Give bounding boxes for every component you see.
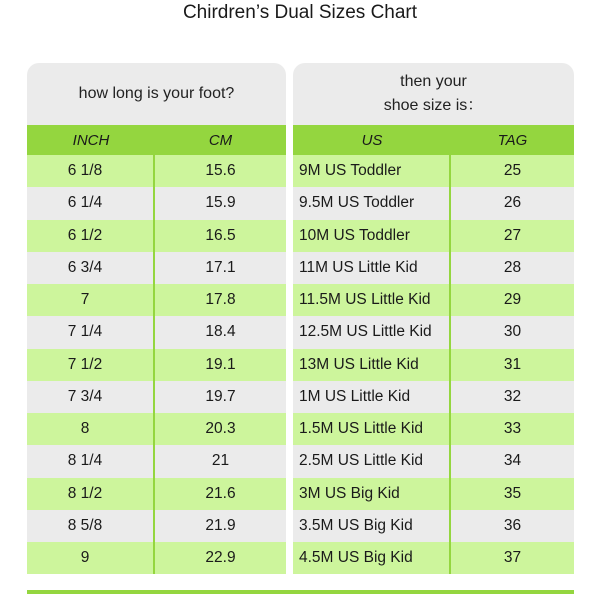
us-size-cell: 1.5M US Little Kid [293, 413, 451, 445]
table-row [293, 316, 574, 348]
table-row [293, 220, 574, 252]
shoe-size-table [293, 63, 574, 574]
tag-cell: 35 [503, 484, 522, 502]
inch-header: INCH [72, 131, 110, 149]
tag-cell: 25 [503, 162, 522, 180]
table-row [27, 381, 286, 413]
inch-cell: 8 1/2 [27, 478, 155, 510]
us-size-cell: 2.5M US Little Kid [293, 445, 451, 477]
tag-cell: 32 [503, 387, 522, 405]
us-size-cell: 10M US Toddler [293, 220, 451, 252]
table-row [27, 542, 286, 574]
tag-cell: 33 [503, 420, 522, 438]
foot-length-column-headers [27, 125, 286, 155]
inch-cell: 7 1/4 [27, 316, 155, 348]
table-row [27, 478, 286, 510]
tag-cell: 31 [503, 355, 522, 373]
cm-cell: 15.6 [205, 162, 236, 180]
table-row [293, 413, 574, 445]
us-size-cell: 3.5M US Big Kid [293, 510, 451, 542]
foot-length-rows [27, 155, 286, 574]
us-size-cell: 9M US Toddler [293, 155, 451, 187]
cm-cell: 20.3 [205, 420, 236, 438]
table-row [293, 155, 574, 187]
us-size-cell: 1M US Little Kid [293, 381, 451, 413]
us-size-cell: 11M US Little Kid [293, 252, 451, 284]
cm-cell: 15.9 [205, 194, 236, 212]
table-row [293, 381, 574, 413]
inch-cell: 7 [27, 284, 155, 316]
inch-cell: 8 [27, 413, 155, 445]
cm-cell: 19.7 [205, 387, 236, 405]
table-row [27, 316, 286, 348]
cm-cell: 17.8 [205, 291, 236, 309]
table-row [293, 542, 574, 574]
table-row [27, 284, 286, 316]
cm-cell: 18.4 [205, 323, 236, 341]
shoe-size-column-headers [293, 125, 574, 155]
cm-cell: 16.5 [205, 226, 236, 244]
inch-cell: 8 5/8 [27, 510, 155, 542]
shoe-size-rows [293, 155, 574, 574]
foot-length-table [27, 63, 286, 574]
foot-length-question: how long is your foot? [78, 85, 235, 102]
cm-cell: 19.1 [205, 355, 236, 373]
us-size-cell: 4.5M US Big Kid [293, 542, 451, 574]
shoe-size-question [293, 63, 574, 125]
inch-cell: 8 1/4 [27, 445, 155, 477]
shoe-size-question-line2: shoe size is： [383, 97, 484, 114]
shoe-size-question-line1: then your [400, 73, 467, 90]
cm-cell: 22.9 [205, 549, 236, 567]
inch-cell: 7 3/4 [27, 381, 155, 413]
table-row [27, 252, 286, 284]
cm-cell: 21.6 [205, 484, 236, 502]
bottom-divider [27, 590, 574, 594]
tag-cell: 28 [503, 258, 522, 276]
inch-cell: 7 1/2 [27, 349, 155, 381]
table-row [27, 187, 286, 219]
tag-cell: 37 [503, 549, 522, 567]
cm-cell: 21 [211, 452, 230, 470]
cm-cell: 17.1 [205, 258, 236, 276]
inch-cell: 6 1/8 [27, 155, 155, 187]
inch-cell: 9 [27, 542, 155, 574]
us-size-cell: 11.5M US Little Kid [293, 284, 451, 316]
table-row [293, 187, 574, 219]
table-row [293, 445, 574, 477]
tag-cell: 26 [503, 194, 522, 212]
inch-cell: 6 1/2 [27, 220, 155, 252]
tag-cell: 29 [503, 291, 522, 309]
tag-cell: 34 [503, 452, 522, 470]
us-size-cell: 3M US Big Kid [293, 478, 451, 510]
us-size-cell: 9.5M US Toddler [293, 187, 451, 219]
table-row [293, 349, 574, 381]
table-row [293, 252, 574, 284]
tag-cell: 30 [503, 323, 522, 341]
table-row [27, 155, 286, 187]
cm-header: CM [208, 131, 233, 149]
table-row [27, 510, 286, 542]
us-size-cell: 12.5M US Little Kid [293, 316, 451, 348]
tag-cell: 27 [503, 226, 522, 244]
cm-cell: 21.9 [205, 516, 236, 534]
us-size-cell: 13M US Little Kid [293, 349, 451, 381]
tag-cell: 36 [503, 516, 522, 534]
table-row [293, 510, 574, 542]
table-row [293, 478, 574, 510]
chart-title: Chirdren’s Dual Sizes Chart [182, 2, 418, 23]
table-row [27, 349, 286, 381]
table-row [27, 220, 286, 252]
table-row [27, 413, 286, 445]
inch-cell: 6 3/4 [27, 252, 155, 284]
table-row [293, 284, 574, 316]
us-header: US [361, 131, 383, 149]
inch-cell: 6 1/4 [27, 187, 155, 219]
table-row [27, 445, 286, 477]
tag-header: TAG [497, 131, 528, 149]
